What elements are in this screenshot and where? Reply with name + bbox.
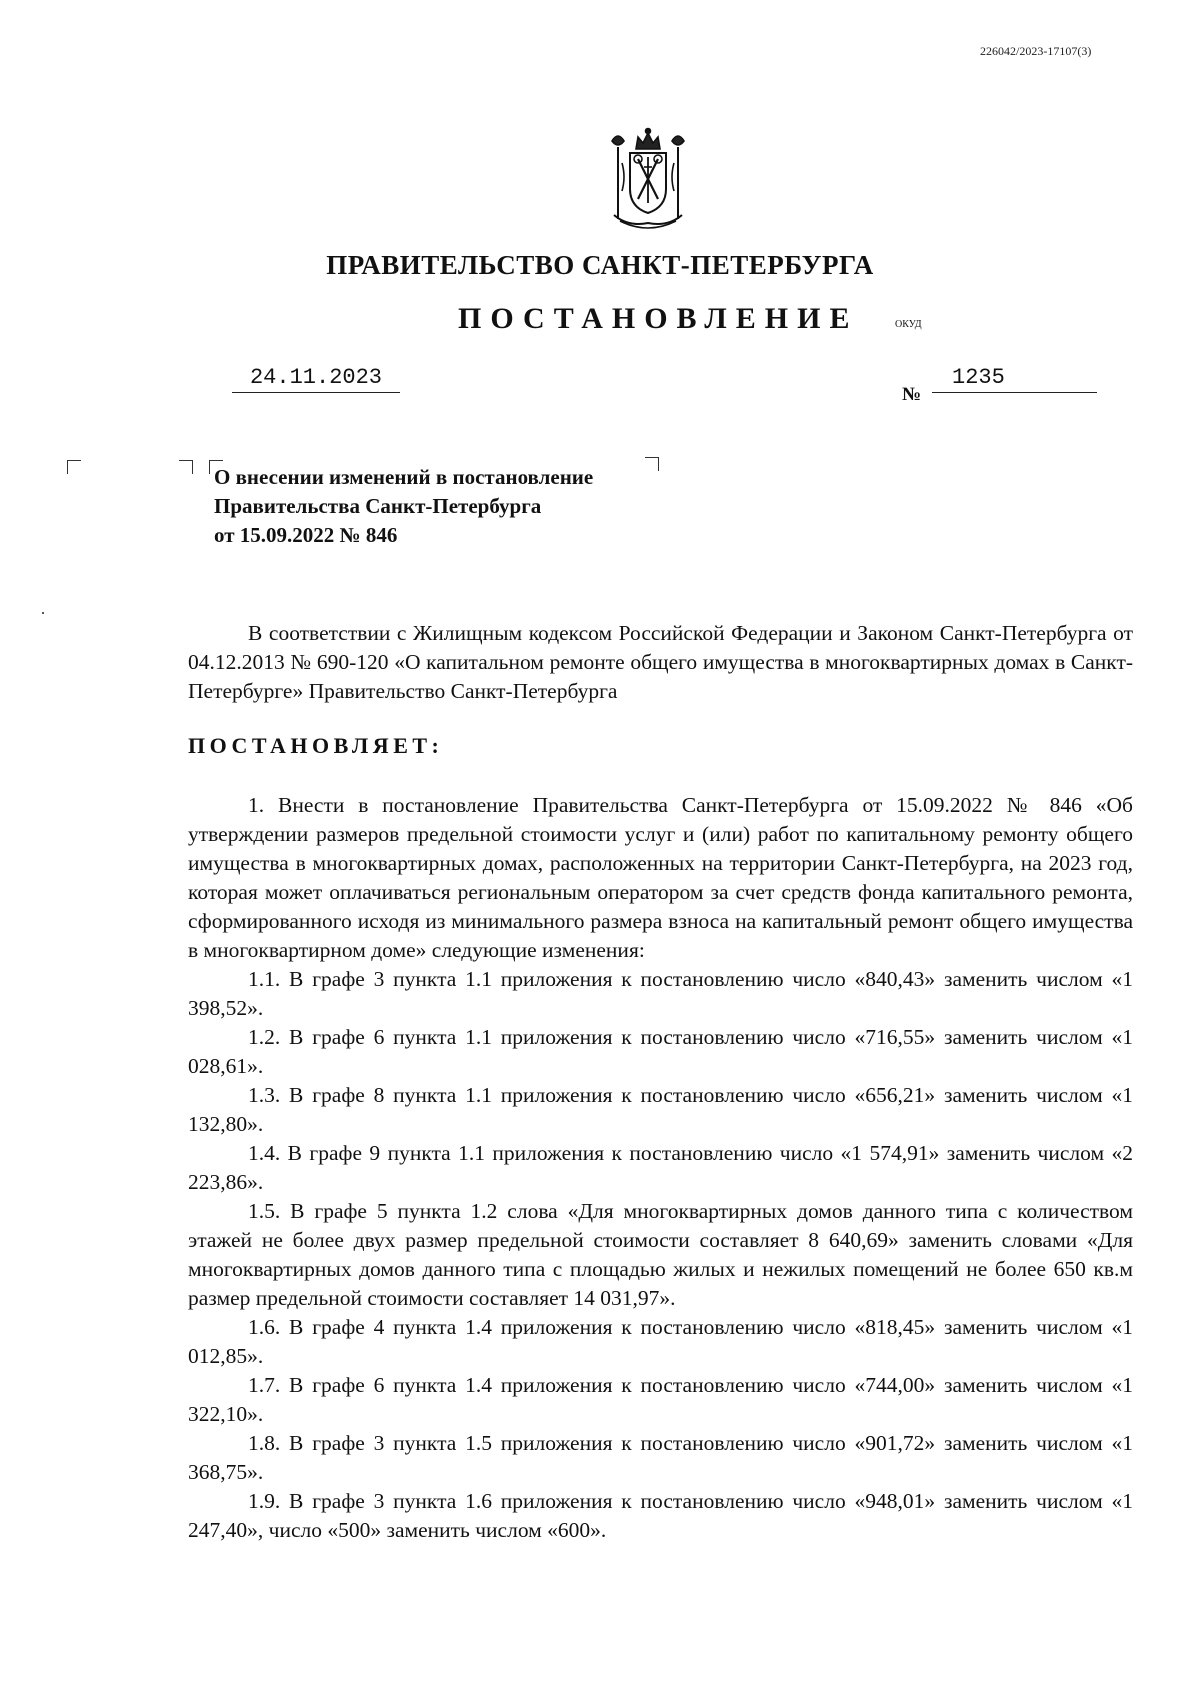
decree-items — [188, 791, 1133, 1545]
issuing-authority-title: ПРАВИТЕЛЬСТВО САНКТ-ПЕТЕРБУРГА — [326, 250, 874, 280]
subject-line: от 15.09.2022 № 846 — [214, 523, 398, 547]
decree-heading: ПОСТАНОВЛЯЕТ: — [188, 733, 444, 758]
decree-item: 1.1. В графе 3 пункта 1.1 приложения к постановлению число «840,43» заменить числом «1 398,52». — [188, 967, 1133, 1020]
okud-label: ОКУД — [895, 319, 922, 330]
preamble-paragraph — [188, 619, 1133, 706]
decree-item: 1.7. В графе 6 пункта 1.4 приложения к постановлению число «744,00» заменить числом «1 322,10». — [188, 1373, 1133, 1426]
decree-item: 1.4. В графе 9 пункта 1.1 приложения к постановлению число «1 574,91» заменить числом «2 223,86». — [188, 1141, 1133, 1194]
document-number: 1235 — [932, 365, 1097, 393]
subject-line: Правительства Санкт-Петербурга — [214, 494, 542, 518]
corner-bracket-mark — [179, 460, 193, 474]
scan-speck — [42, 612, 44, 614]
decree-item: 1.3. В графе 8 пункта 1.1 приложения к постановлению число «656,21» заменить числом «1 132,80». — [188, 1083, 1133, 1136]
subject-line: О внесении изменений в постановление — [214, 465, 594, 489]
saint-petersburg-coat-of-arms-emblem — [598, 127, 698, 233]
decree-item: 1.8. В графе 3 пункта 1.5 приложения к постановлению число «901,72» заменить числом «1 368,75». — [188, 1431, 1133, 1484]
decree-item: 1.5. В графе 5 пункта 1.2 слова «Для многоквартирных домов данного типа с количеством этажей не более двух размер предельной стоимости составляет 8 640,69» заменить словами «Для многоквартирных домов данного типа с площадью жилых и нежилых помещений не более 650 кв.м размер предельной стоимости составляет 14 031,97». — [188, 1199, 1133, 1310]
document-registration-id: 226042/2023-17107(3) — [980, 44, 1092, 58]
document-subject — [214, 463, 593, 550]
document-date: 24.11.2023 — [232, 365, 400, 393]
decree-item: 1. Внести в постановление Правительства Санкт-Петербурга от 15.09.2022 № 846 «Об утверждении размеров предельной стоимости услуг и (или) работ по капитальному ремонту общего имущества в многоквартирных домах, расположенных на территории Санкт-Петербурга, на 2023 год, которая может оплачиваться региональным оператором за счет средств фонда капитального ремонта, сформированного исходя из минимального размера взноса на капитальный ремонт общего имущества в многоквартирном доме» следующие изменения: — [188, 793, 1133, 962]
document-type-title: ПОСТАНОВЛЕНИЕ — [458, 302, 859, 335]
number-sign: № — [902, 384, 922, 405]
corner-bracket-mark — [645, 457, 659, 471]
corner-bracket-mark — [67, 460, 81, 474]
decree-item: 1.2. В графе 6 пункта 1.1 приложения к постановлению число «716,55» заменить числом «1 028,61». — [188, 1025, 1133, 1078]
decree-item: 1.9. В графе 3 пункта 1.6 приложения к постановлению число «948,01» заменить числом «1 247,40», число «500» заменить числом «600». — [188, 1489, 1133, 1542]
decree-item: 1.6. В графе 4 пункта 1.4 приложения к постановлению число «818,45» заменить числом «1 012,85». — [188, 1315, 1133, 1368]
preamble-text: В соответствии с Жилищным кодексом Российской Федерации и Законом Санкт-Петербурга от 04.12.2013 № 690-120 «О капитальном ремонте общего имущества в многоквартирных домах в Санкт-Петербурге» Правительство Санкт-Петербурга — [188, 621, 1133, 703]
